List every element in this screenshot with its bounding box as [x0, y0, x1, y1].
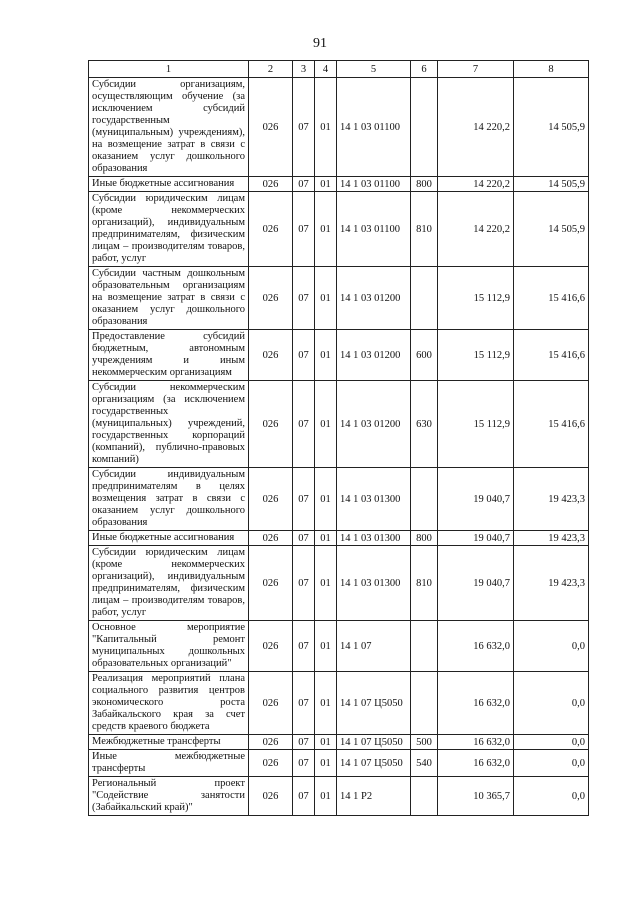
header-row [89, 61, 589, 78]
admin-code: 026 [249, 531, 293, 546]
budget-table [88, 60, 589, 816]
amount-year-2: 0,0 [514, 750, 589, 777]
amount-year-2: 19 423,3 [514, 546, 589, 621]
row-name: Иные бюджетные ассигнования [89, 177, 249, 192]
column-header: 4 [315, 61, 337, 78]
amount-year-2: 0,0 [514, 621, 589, 672]
table-row [89, 735, 589, 750]
amount-year-2: 19 423,3 [514, 468, 589, 531]
table-row [89, 78, 589, 177]
table-row [89, 531, 589, 546]
column-header: 3 [293, 61, 315, 78]
amount-year-1: 10 365,7 [438, 777, 514, 816]
expense-type: 600 [411, 330, 438, 381]
target-article: 14 1 03 01300 [337, 546, 411, 621]
expense-type [411, 672, 438, 735]
target-article: 14 1 07 Ц5050 [337, 672, 411, 735]
row-name: Иные бюджетные ассигнования [89, 531, 249, 546]
admin-code: 026 [249, 381, 293, 468]
table-row [89, 267, 589, 330]
section-code: 07 [293, 381, 315, 468]
row-name: Субсидии частным дошкольным образовательным организациям на возмещение затрат в связи с оказанием услуг дошкольного образования [89, 267, 249, 330]
row-name: Межбюджетные трансферты [89, 735, 249, 750]
amount-year-2: 14 505,9 [514, 177, 589, 192]
subsection-code: 01 [315, 330, 337, 381]
row-name: Предоставление субсидий бюджетным, автономным учреждениям и иным некоммерческим организациям [89, 330, 249, 381]
section-code: 07 [293, 177, 315, 192]
subsection-code: 01 [315, 531, 337, 546]
amount-year-1: 14 220,2 [438, 192, 514, 267]
row-name: Субсидии юридическим лицам (кроме некоммерческих организаций), индивидуальным предпринимателям, физическим лицам – производителям товаров, работ, услуг [89, 192, 249, 267]
admin-code: 026 [249, 777, 293, 816]
table-row [89, 192, 589, 267]
target-article: 14 1 03 01300 [337, 531, 411, 546]
section-code: 07 [293, 330, 315, 381]
table-row [89, 381, 589, 468]
admin-code: 026 [249, 468, 293, 531]
amount-year-1: 15 112,9 [438, 330, 514, 381]
admin-code: 026 [249, 192, 293, 267]
amount-year-1: 19 040,7 [438, 468, 514, 531]
expense-type: 800 [411, 177, 438, 192]
subsection-code: 01 [315, 267, 337, 330]
subsection-code: 01 [315, 468, 337, 531]
subsection-code: 01 [315, 777, 337, 816]
amount-year-2: 14 505,9 [514, 78, 589, 177]
column-header: 5 [337, 61, 411, 78]
subsection-code: 01 [315, 177, 337, 192]
section-code: 07 [293, 750, 315, 777]
table-row [89, 777, 589, 816]
expense-type [411, 777, 438, 816]
subsection-code: 01 [315, 192, 337, 267]
amount-year-2: 0,0 [514, 735, 589, 750]
section-code: 07 [293, 777, 315, 816]
amount-year-2: 14 505,9 [514, 192, 589, 267]
target-article: 14 1 07 Ц5050 [337, 750, 411, 777]
section-code: 07 [293, 531, 315, 546]
section-code: 07 [293, 267, 315, 330]
section-code: 07 [293, 192, 315, 267]
table-row [89, 546, 589, 621]
amount-year-1: 16 632,0 [438, 750, 514, 777]
expense-type: 810 [411, 192, 438, 267]
target-article: 14 1 07 [337, 621, 411, 672]
amount-year-1: 19 040,7 [438, 531, 514, 546]
page-number: 91 [313, 36, 327, 51]
table-row [89, 330, 589, 381]
amount-year-1: 16 632,0 [438, 672, 514, 735]
target-article: 14 1 03 01200 [337, 381, 411, 468]
target-article: 14 1 03 01300 [337, 468, 411, 531]
amount-year-1: 19 040,7 [438, 546, 514, 621]
column-header: 8 [514, 61, 589, 78]
admin-code: 026 [249, 546, 293, 621]
subsection-code: 01 [315, 78, 337, 177]
table-row [89, 177, 589, 192]
target-article: 14 1 P2 [337, 777, 411, 816]
amount-year-2: 15 416,6 [514, 381, 589, 468]
admin-code: 026 [249, 177, 293, 192]
amount-year-2: 0,0 [514, 672, 589, 735]
column-header: 1 [89, 61, 249, 78]
row-name: Субсидии юридическим лицам (кроме некоммерческих организаций), индивидуальным предпринимателям, физическим лицам – производителям товаров, работ, услуг [89, 546, 249, 621]
amount-year-1: 15 112,9 [438, 381, 514, 468]
row-name: Реализация мероприятий плана социального развития центров экономического роста Забайкальского края за счет средств краевого бюджета [89, 672, 249, 735]
subsection-code: 01 [315, 621, 337, 672]
amount-year-1: 14 220,2 [438, 177, 514, 192]
section-code: 07 [293, 78, 315, 177]
target-article: 14 1 03 01200 [337, 330, 411, 381]
row-name: Иные межбюджетные трансферты [89, 750, 249, 777]
amount-year-2: 0,0 [514, 777, 589, 816]
expense-type [411, 78, 438, 177]
admin-code: 026 [249, 78, 293, 177]
table-row [89, 750, 589, 777]
expense-type: 810 [411, 546, 438, 621]
amount-year-2: 15 416,6 [514, 267, 589, 330]
target-article: 14 1 07 Ц5050 [337, 735, 411, 750]
expense-type [411, 621, 438, 672]
expense-type [411, 267, 438, 330]
expense-type: 540 [411, 750, 438, 777]
amount-year-1: 14 220,2 [438, 78, 514, 177]
amount-year-2: 19 423,3 [514, 531, 589, 546]
amount-year-2: 15 416,6 [514, 330, 589, 381]
expense-type: 500 [411, 735, 438, 750]
section-code: 07 [293, 621, 315, 672]
subsection-code: 01 [315, 381, 337, 468]
target-article: 14 1 03 01100 [337, 192, 411, 267]
target-article: 14 1 03 01100 [337, 78, 411, 177]
subsection-code: 01 [315, 735, 337, 750]
row-name: Субсидии некоммерческим организациям (за исключением государственных (муниципальных) учреждений, государственных корпораций (компаний), публично-правовых компаний) [89, 381, 249, 468]
admin-code: 026 [249, 267, 293, 330]
column-header: 2 [249, 61, 293, 78]
table-body [89, 78, 589, 816]
row-name: Субсидии индивидуальным предпринимателям в целях возмещения затрат в связи с оказанием услуг дошкольного образования [89, 468, 249, 531]
admin-code: 026 [249, 621, 293, 672]
column-header: 6 [411, 61, 438, 78]
expense-type: 630 [411, 381, 438, 468]
section-code: 07 [293, 735, 315, 750]
section-code: 07 [293, 546, 315, 621]
amount-year-1: 16 632,0 [438, 735, 514, 750]
target-article: 14 1 03 01100 [337, 177, 411, 192]
amount-year-1: 15 112,9 [438, 267, 514, 330]
subsection-code: 01 [315, 750, 337, 777]
expense-type [411, 468, 438, 531]
column-header: 7 [438, 61, 514, 78]
row-name: Основное мероприятие "Капитальный ремонт муниципальных дошкольных образовательных организаций" [89, 621, 249, 672]
admin-code: 026 [249, 330, 293, 381]
row-name: Субсидии организациям, осуществляющим обучение (за исключением субсидий государственным (муниципальным) учреждениям), на возмещение затрат в связи с оказанием услуг дошкольного образования [89, 78, 249, 177]
section-code: 07 [293, 672, 315, 735]
expense-type: 800 [411, 531, 438, 546]
admin-code: 026 [249, 735, 293, 750]
subsection-code: 01 [315, 672, 337, 735]
target-article: 14 1 03 01200 [337, 267, 411, 330]
admin-code: 026 [249, 672, 293, 735]
table-row [89, 672, 589, 735]
admin-code: 026 [249, 750, 293, 777]
amount-year-1: 16 632,0 [438, 621, 514, 672]
table-row [89, 468, 589, 531]
subsection-code: 01 [315, 546, 337, 621]
section-code: 07 [293, 468, 315, 531]
table-row [89, 621, 589, 672]
row-name: Региональный проект "Содействие занятости (Забайкальский край)" [89, 777, 249, 816]
